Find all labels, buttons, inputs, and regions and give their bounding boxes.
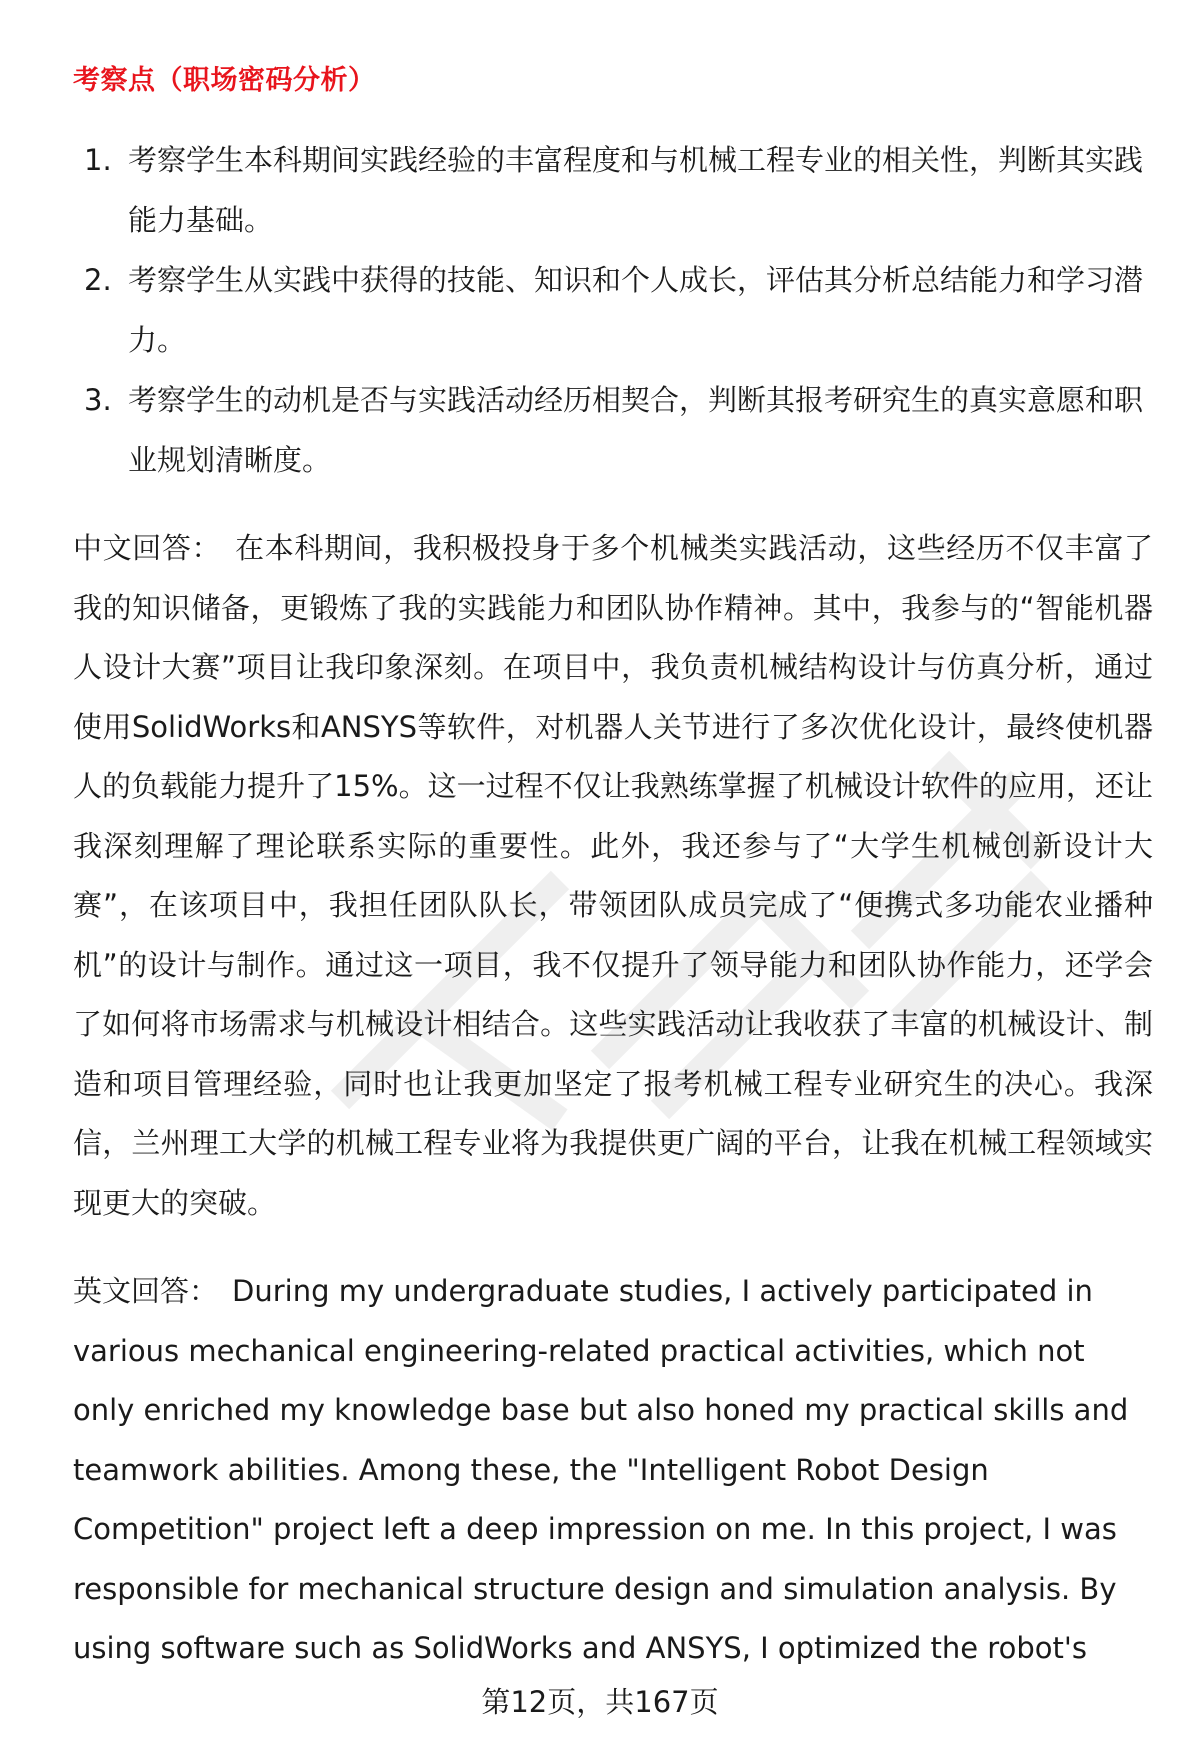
list-item-number: 1. (84, 143, 112, 177)
evaluation-points-list (84, 130, 1144, 490)
chinese-answer-paragraph (73, 519, 1153, 1233)
chinese-answer-text: 在本科期间，我积极投身于多个机械类实践活动，这些经历不仅丰富了我的知识储备，更锻炼了我的实践能力和团队协作精神。其中，我参与的“智能机器人设计大赛”项目让我印象深刻。在项目中，我负责机械结构设计与仿真分析，通过使用SolidWorks和ANSYS等软件，对机器人关节进行了多次优化设计，最终使机器人的负载能力提升了15%。这一过程不仅让我熟练掌握了机械设计软件的应用，还让我深刻理解了理论联系实际的重要性。此外，我还参与了“大学生机械创新设计大赛”，在该项目中，我担任团队队长，带领团队成员完成了“便携式多功能农业播种机”的设计与制作。通过这一项目，我不仅提升了领导能力和团队协作能力，还学会了如何将市场需求与机械设计相结合。这些实践活动让我收获了丰富的机械设计、制造和项目管理经验，同时也让我更加坚定了报考机械工程专业研究生的决心。我深信，兰州理工大学的机械工程专业将为我提供更广阔的平台，让我在机械工程领域实现更大的突破。 (73, 531, 1153, 1220)
list-item-text: 考察学生的动机是否与实践活动经历相契合，判断其报考研究生的真实意愿和职业规划清晰度。 (128, 383, 1144, 477)
list-item (84, 250, 1144, 370)
list-item-number: 3. (84, 383, 112, 417)
list-item-text: 考察学生本科期间实践经验的丰富程度和与机械工程专业的相关性，判断其实践能力基础。 (128, 143, 1144, 237)
list-item (84, 130, 1144, 250)
section-title: 考察点（职场密码分析） (73, 65, 376, 96)
page-indicator: 第12页，共167页 (481, 1685, 719, 1719)
list-item-number: 2. (84, 263, 112, 297)
english-answer-text: During my undergraduate studies, I actively participated in various mechanical engineering-related practical activities, which not only enriched my knowledge base but also honed my practical skills and teamwork abilities. Among these, the "Intelligent Robot Design Competition" project left a deep impression on me. In this project, I was responsible for mechanical structure design and simulation analysis. By using software such as SolidWorks and ANSYS, I optimized the robot's (73, 1274, 1129, 1665)
list-item-text: 考察学生从实践中获得的技能、知识和个人成长，评估其分析总结能力和学习潜力。 (128, 263, 1144, 357)
chinese-answer-label: 中文回答： (73, 531, 222, 565)
english-answer-paragraph (73, 1262, 1153, 1679)
english-answer-label: 英文回答： (73, 1274, 219, 1308)
list-item (84, 370, 1144, 490)
